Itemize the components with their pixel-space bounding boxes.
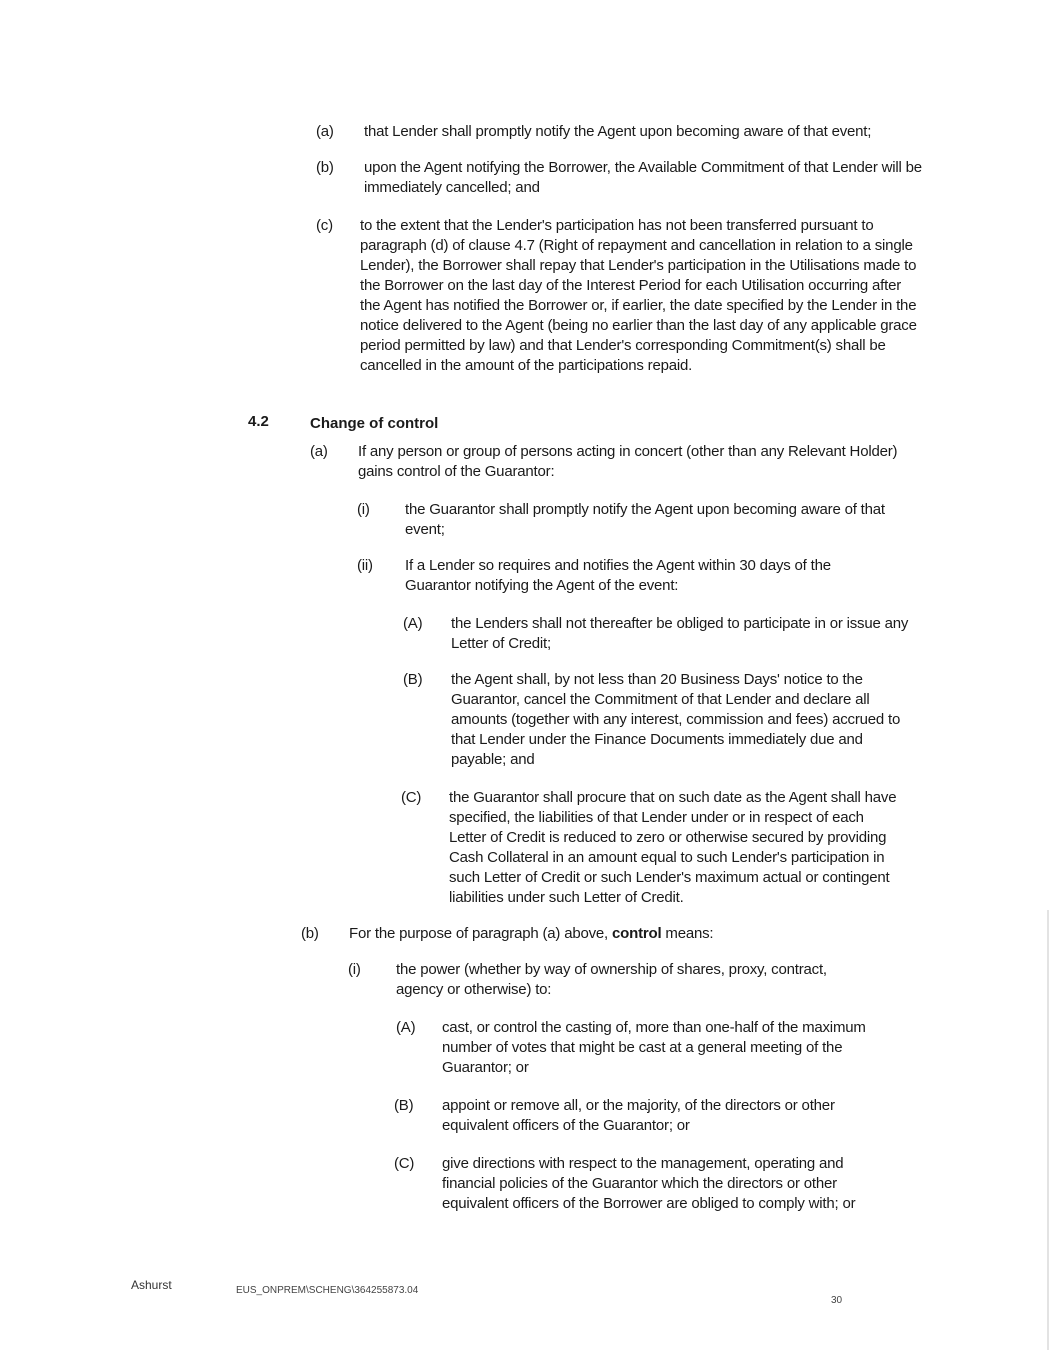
clause-label: (i) [348, 961, 361, 978]
paragraph-c [316, 216, 926, 402]
clause-label: (C) [394, 1155, 415, 1172]
clause-a-ii [357, 556, 917, 600]
scan-edge-shadow [1047, 910, 1049, 1350]
clause-label: (B) [403, 671, 423, 688]
clause-label: (A) [396, 1019, 416, 1036]
defined-term: control [612, 925, 662, 942]
footer-firm-name: Ashurst [131, 1278, 172, 1292]
paragraph-label: (b) [316, 159, 334, 176]
paragraph-text: that Lender shall promptly notify the Agent upon becoming aware of that event; [364, 123, 872, 140]
clause-text: the Guarantor shall procure that on such date as the Agent shall have specified, the liabilities of that Lender under or in respect of each Letter of Credit is reduced to zero or otherwise secured by providing Cash Collateral in an amount equal to such Lender's participation in such Letter of Credit or such Lender's maximum actual or contingent liabilities under such Letter of Credit. [449, 789, 897, 906]
clause-text: the Lenders shall not thereafter be obliged to participate in or issue any Letter of Credit; [451, 615, 909, 652]
paragraph-b [316, 158, 926, 202]
clause-label: (C) [401, 789, 422, 806]
paragraph-label: (a) [316, 123, 334, 140]
clause-a-ii-B [403, 670, 923, 774]
paragraph-text: to the extent that the Lender's participation has not been transferred pursuant to paragraph (d) of clause 4.7 (Right of repayment and cancellation in relation to a single Lender), the Borrower shall repay that Lender's participation in the Utilisations made to the Borrower on the last day of the Interest Period for each Utilisation occurring after the Agent has notified the Borrower or, if earlier, the date specified by the Lender in the notice delivered to the Agent (being no earlier than the last day of any applicable grace period permitted by law) and that Lender's corresponding Commitment(s) shall be cancelled in the amount of the participations repaid. [360, 217, 917, 374]
clause-a-i [357, 500, 917, 544]
clause-b [301, 924, 861, 948]
clause-text: If a Lender so requires and notifies the Agent within 30 days of the Guarantor notifying the Agent of the event: [405, 557, 831, 594]
clause-label: (a) [310, 443, 328, 460]
clause-text: appoint or remove all, or the majority, of the directors or other equivalent officers of the Guarantor; or [442, 1097, 835, 1134]
clause-text-lead: For the purpose of paragraph (a) above, [349, 925, 612, 942]
clause-label: (ii) [357, 557, 373, 574]
clause-b-i-C [394, 1154, 914, 1218]
clause-text: cast, or control the casting of, more than one-half of the maximum number of votes that might be cast at a general meeting of the Guarantor; or [442, 1019, 866, 1076]
clause-label: (B) [394, 1097, 414, 1114]
clause-label: (i) [357, 501, 370, 518]
clause-text: the Agent shall, by not less than 20 Business Days' notice to the Guarantor, cancel the Commitment of that Lender and declare all amounts (together with any interest, commission and fees) accrued to that Lender under the Finance Documents immediately due and payable; and [451, 671, 901, 768]
clause-text: If any person or group of persons acting in concert (other than any Relevant Holder) gains control of the Guarantor: [358, 443, 898, 480]
clause-text [349, 924, 849, 944]
clause-text: the power (whether by way of ownership of shares, proxy, contract, agency or otherwise) to: [396, 961, 827, 998]
clause-text: the Guarantor shall promptly notify the Agent upon becoming aware of that event; [405, 501, 885, 538]
clause-text: give directions with respect to the management, operating and financial policies of the Guarantor which the directors or other equivalent officers of the Borrower are obliged to comply with; or [442, 1155, 856, 1212]
clause-a-ii-C [401, 788, 921, 914]
paragraph-a [316, 122, 926, 146]
clause-b-i [348, 960, 878, 1004]
clause-b-i-B [394, 1096, 914, 1140]
clause-a [310, 442, 910, 486]
clause-label: (A) [403, 615, 423, 632]
paragraph-text: upon the Agent notifying the Borrower, the Available Commitment of that Lender will be immediately cancelled; and [364, 159, 922, 196]
clause-text-tail: means: [661, 925, 714, 942]
section-title: Change of control [310, 415, 439, 432]
footer-page-number: 30 [831, 1295, 843, 1306]
clause-a-ii-A [403, 614, 923, 658]
footer-document-reference: EUS_ONPREM\SCHENG\364255873.04 [236, 1285, 419, 1296]
section-number: 4.2 [248, 413, 269, 430]
paragraph-label: (c) [316, 217, 333, 234]
clause-label: (b) [301, 925, 319, 942]
clause-b-i-A [396, 1018, 916, 1082]
